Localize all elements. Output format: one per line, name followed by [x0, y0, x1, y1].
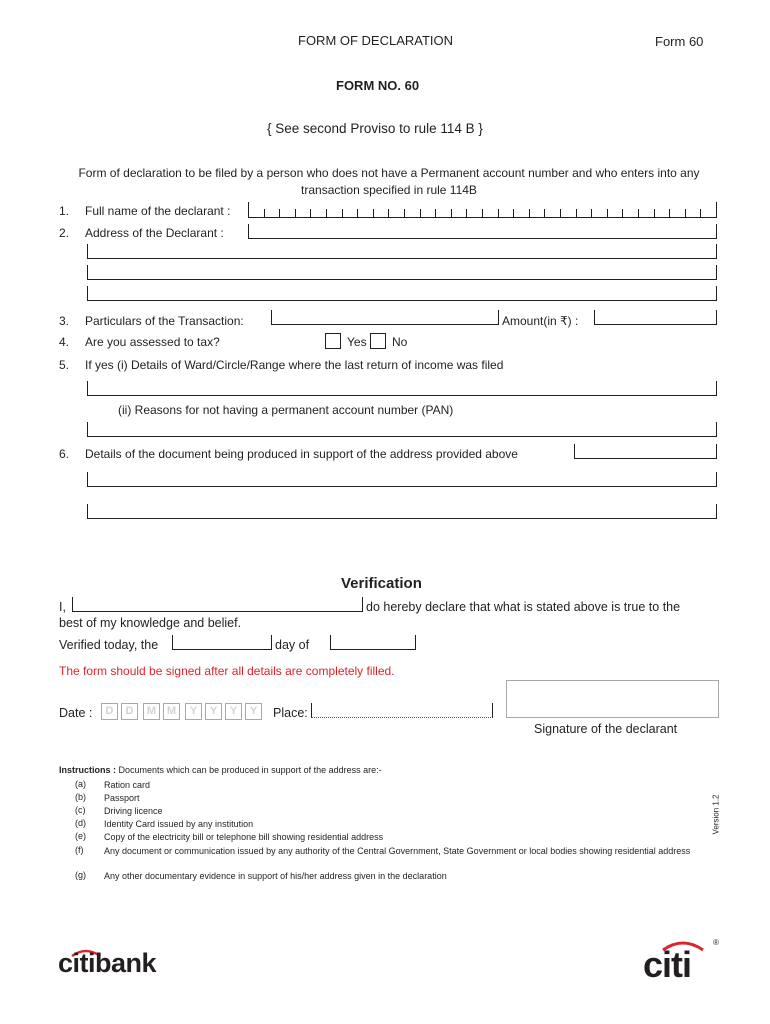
- citibank-wordmark-text: citibank: [58, 948, 157, 978]
- proviso-text: { See second Proviso to rule 114 B }: [267, 121, 483, 136]
- comb-tick: [388, 209, 389, 217]
- citi-logo: [641, 938, 721, 985]
- no-pan-reason-field[interactable]: [87, 422, 717, 437]
- comb-tick: [607, 209, 608, 217]
- address-line-2-field[interactable]: [87, 244, 717, 259]
- instruction-text: Driving licence: [104, 806, 163, 816]
- comb-tick: [669, 209, 670, 217]
- item-2-number: 2.: [59, 226, 70, 240]
- amount-field[interactable]: [594, 310, 717, 325]
- instruction-label: (e): [75, 831, 86, 841]
- instruction-text: Identity Card issued by any institution: [104, 819, 254, 829]
- citibank-logo: [58, 946, 183, 982]
- document-field-1[interactable]: [574, 444, 717, 459]
- date-box[interactable]: M: [163, 703, 180, 720]
- comb-tick: [654, 209, 655, 217]
- item-4-number: 4.: [59, 335, 70, 349]
- date-box[interactable]: Y: [225, 703, 242, 720]
- comb-tick: [482, 209, 483, 217]
- instruction-label: (d): [75, 818, 86, 828]
- address-label: Address of the Declarant :: [85, 226, 224, 240]
- signature-box[interactable]: [506, 680, 719, 718]
- declarant-name-field[interactable]: [72, 597, 363, 612]
- declare-text: do hereby declare that what is stated above is true to the: [366, 600, 681, 614]
- no-pan-reason-label: (ii) Reasons for not having a permanent account number (PAN): [118, 403, 454, 417]
- form-tag: Form 60: [655, 34, 704, 49]
- item-3-number: 3.: [59, 314, 70, 328]
- version-label: Version 1.2: [711, 794, 721, 835]
- transaction-label: Particulars of the Transaction:: [85, 314, 244, 328]
- ward-field[interactable]: [87, 381, 717, 396]
- date-box[interactable]: Y: [185, 703, 202, 720]
- instruction-label: (a): [75, 779, 86, 789]
- comb-tick: [498, 209, 499, 217]
- verification-heading: Verification: [341, 575, 422, 592]
- comb-tick: [685, 209, 686, 217]
- intro-text: Form of declaration to be filed by a person who does not have a Permanent account number and who enters into any transaction specified in rule 114B: [78, 166, 700, 197]
- comb-tick: [716, 202, 717, 217]
- registered-mark: ®: [713, 938, 719, 947]
- declarant-i-label: I,: [59, 600, 66, 614]
- date-box[interactable]: Y: [245, 703, 262, 720]
- comb-tick: [404, 209, 405, 217]
- date-box[interactable]: M: [143, 703, 160, 720]
- full-name-field[interactable]: [248, 203, 717, 218]
- comb-tick: [560, 209, 561, 217]
- item-6-number: 6.: [59, 447, 70, 461]
- comb-tick: [373, 209, 374, 217]
- item-1-number: 1.: [59, 204, 70, 218]
- comb-tick: [700, 209, 701, 217]
- date-label: Date :: [59, 706, 93, 720]
- comb-tick: [248, 202, 249, 217]
- comb-tick: [576, 209, 577, 217]
- yes-checkbox[interactable]: [325, 333, 341, 349]
- comb-tick: [310, 209, 311, 217]
- place-field[interactable]: [311, 703, 493, 718]
- comb-tick: [638, 209, 639, 217]
- comb-tick: [264, 209, 265, 217]
- instructions-intro: Documents which can be produced in support of the address are:-: [118, 765, 382, 775]
- comb-tick: [529, 209, 530, 217]
- comb-tick: [513, 209, 514, 217]
- comb-tick: [591, 209, 592, 217]
- comb-tick: [622, 209, 623, 217]
- comb-tick: [357, 209, 358, 217]
- citibank-wordmark: [58, 948, 156, 979]
- document-field-2[interactable]: [87, 472, 717, 487]
- full-name-label: Full name of the declarant :: [85, 204, 231, 218]
- instruction-label: (c): [75, 805, 86, 815]
- comb-tick: [420, 209, 421, 217]
- verified-day-field[interactable]: [172, 635, 272, 650]
- form-title: FORM OF DECLARATION: [298, 33, 454, 48]
- comb-tick: [435, 209, 436, 217]
- form-number: FORM NO. 60: [336, 78, 420, 93]
- date-box[interactable]: Y: [205, 703, 222, 720]
- instructions-title: Instructions :: [59, 765, 117, 775]
- ward-label: If yes (i) Details of Ward/Circle/Range where the last return of income was filed: [85, 358, 504, 372]
- assessed-label: Are you assessed to tax?: [85, 335, 220, 349]
- place-label: Place:: [273, 706, 308, 720]
- instruction-label: (b): [75, 792, 86, 802]
- comb-tick: [466, 209, 467, 217]
- instruction-label: (g): [75, 870, 86, 880]
- address-line-3-field[interactable]: [87, 265, 717, 280]
- signature-label: Signature of the declarant: [534, 722, 678, 736]
- comb-tick: [451, 209, 452, 217]
- comb-tick: [342, 209, 343, 217]
- item-5-number: 5.: [59, 358, 70, 372]
- instruction-text: Copy of the electricity bill or telephone bill showing residential address: [104, 832, 384, 842]
- verified-today-label: Verified today, the: [59, 638, 159, 652]
- date-box[interactable]: D: [101, 703, 118, 720]
- citi-wordmark: citi: [643, 944, 692, 985]
- day-of-label: day of: [275, 638, 310, 652]
- warning-text: The form should be signed after all details are completely filled.: [59, 664, 395, 678]
- instruction-text: Passport: [104, 793, 140, 803]
- transaction-field[interactable]: [271, 310, 499, 325]
- no-checkbox[interactable]: [370, 333, 386, 349]
- comb-tick: [544, 209, 545, 217]
- best-knowledge-text: best of my knowledge and belief.: [59, 616, 242, 630]
- instruction-text: Any document or communication issued by any authority of the Central Government, State Government or local bodies showing residential address: [104, 846, 691, 856]
- comb-tick: [295, 209, 296, 217]
- instruction-text: Any other documentary evidence in support of his/her address given in the declaration: [104, 871, 447, 881]
- yes-label: Yes: [347, 335, 367, 349]
- address-line-1-field[interactable]: [248, 224, 717, 239]
- date-box[interactable]: D: [121, 703, 138, 720]
- no-label: No: [392, 335, 408, 349]
- comb-tick: [279, 209, 280, 217]
- instruction-text: Ration card: [104, 780, 151, 790]
- instructions-heading: [59, 765, 382, 775]
- comb-tick: [326, 209, 327, 217]
- verified-month-field[interactable]: [330, 635, 416, 650]
- document-field-3[interactable]: [87, 504, 717, 519]
- address-line-4-field[interactable]: [87, 286, 717, 301]
- amount-label: Amount(in ₹) :: [502, 314, 579, 328]
- instruction-label: (f): [75, 845, 84, 855]
- document-label: Details of the document being produced in support of the address provided above: [85, 447, 518, 461]
